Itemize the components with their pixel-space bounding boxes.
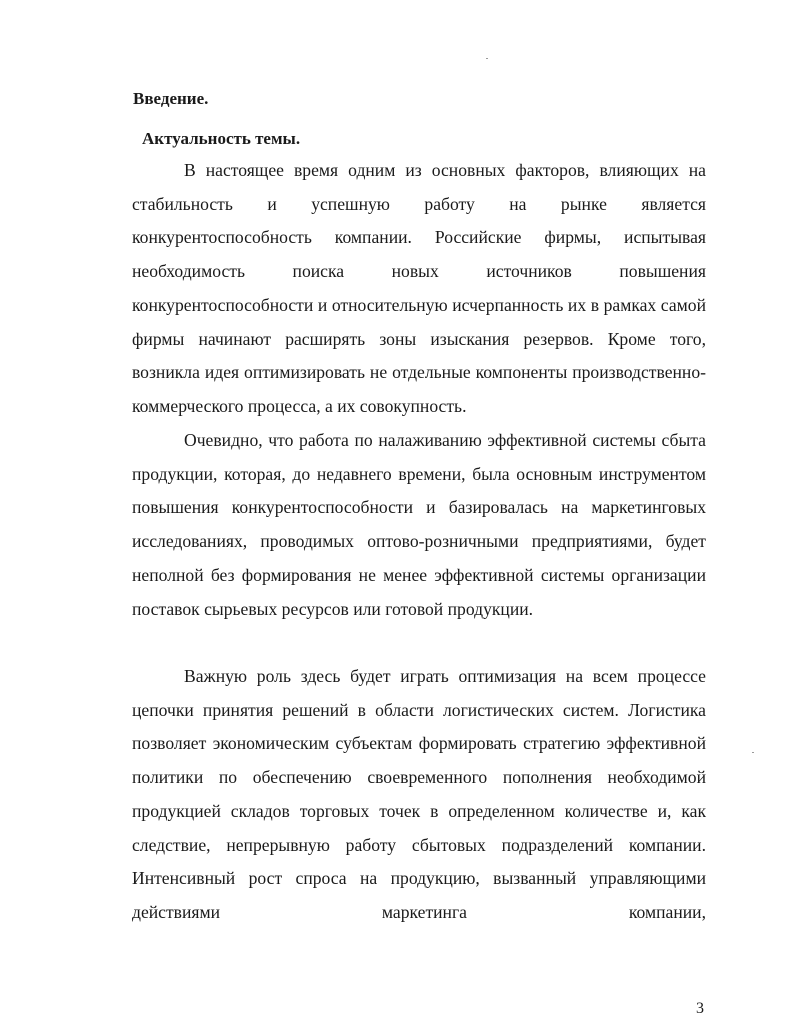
page-number: 3 xyxy=(696,1000,704,1017)
section-heading-introduction: Введение. xyxy=(133,89,209,108)
scan-speck xyxy=(486,58,488,59)
paragraph-1-text: В настоящее время одним из основных факторов, влияющих на стабильность и успешную работу на рынке является конкурентоспособность компании. Российские фирмы, испытывая необходимость поиска новых источников повышения конкурентоспособности и относительную исчерпанность их в рамках самой фирмы начинают расширять зоны изыскания резервов. Кроме того, возникла идея оптимизировать не отдельные компоненты производственно-коммерческого процесса, а их совокупность. xyxy=(132,160,706,416)
paragraph-2-text: Очевидно, что работа по налаживанию эффективной системы сбыта продукции, которая, до недавнего времени, была основным инструментом повышения конкурентоспособности и базировалась на маркетинговых исследованиях, проводимых оптово-розничными предприятиями, будет неполной без формирования не менее эффективной системы организации поставок сырьевых ресурсов или готовой продукции. xyxy=(132,430,706,619)
subsection-heading-relevance: Актуальность темы. xyxy=(142,129,301,148)
paragraph-3 xyxy=(132,660,706,930)
scan-speck xyxy=(752,752,754,753)
paragraph-2 xyxy=(132,424,706,626)
paragraph-1 xyxy=(132,154,706,424)
paragraph-3-text: Важную роль здесь будет играть оптимизация на всем процессе цепочки принятия решений в области логистических систем. Логистика позволяет экономическим субъектам формировать стратегию эффективной политики по обеспечению своевременного пополнения необходимой продукцией складов торговых точек в определенном количестве и, как следствие, непрерывную работу сбытовых подразделений компании. Интенсивный рост спроса на продукцию, вызванный управляющими действиями маркетинга компании, xyxy=(132,666,706,922)
